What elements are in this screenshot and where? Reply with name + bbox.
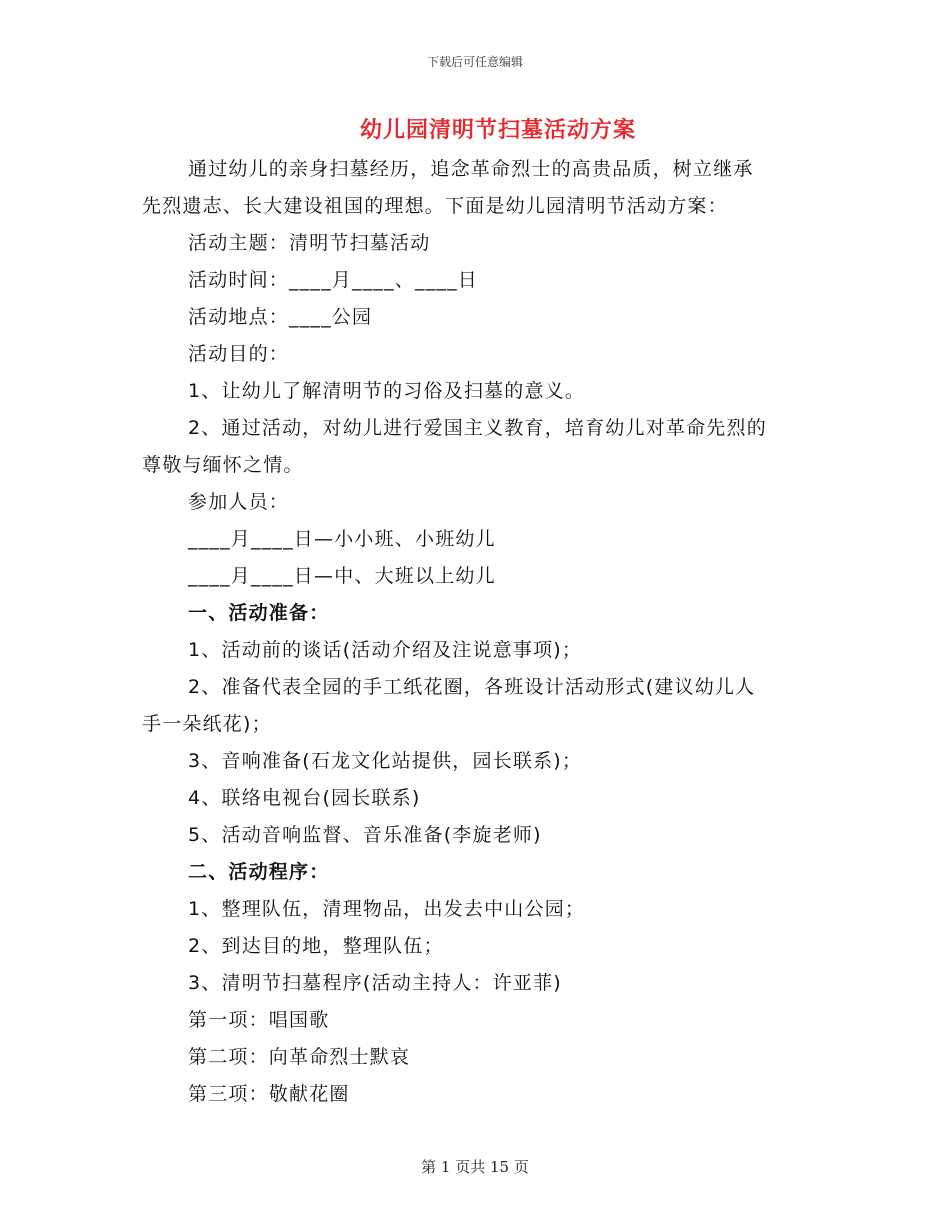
section-heading-preparation: 一、活动准备： [188, 602, 330, 624]
purpose-item-continued: 尊敬与缅怀之情。 [142, 454, 304, 476]
document-body [142, 151, 812, 1113]
purpose-item: 1、让幼儿了解清明节的习俗及扫墓的意义。 [188, 380, 586, 402]
purpose-item: 2、通过活动，对幼儿进行爱国主义教育，培育幼儿对革命先烈的 [188, 417, 767, 439]
document-title: 幼儿园清明节扫墓活动方案 [359, 117, 636, 143]
section-heading-procedure: 二、活动程序： [188, 861, 330, 883]
procedure-item: 1、整理队伍，清理物品，出发去中山公园； [188, 898, 586, 920]
participants-item: ____月____日—中、大班以上幼儿 [188, 565, 496, 587]
preparation-item: 4、联络电视台(园长联系) [188, 787, 421, 809]
header-note: 下载后可任意编辑 [426, 55, 523, 69]
procedure-step: 第一项：唱国歌 [188, 1009, 330, 1031]
preparation-item-continued: 手一朵纸花)； [142, 713, 272, 735]
activity-time: 活动时间：____月____、____日 [188, 269, 479, 291]
preparation-item: 5、活动音响监督、音乐准备(李旋老师) [188, 824, 542, 846]
activity-purpose-label: 活动目的： [188, 343, 290, 365]
preparation-item: 2、准备代表全园的手工纸花圈，各班设计活动形式(建议幼儿人 [188, 676, 756, 698]
activity-location: 活动地点：____公园 [188, 306, 373, 328]
participants-label: 参加人员： [188, 491, 290, 513]
participants-item: ____月____日—小小班、小班幼儿 [188, 528, 496, 550]
paragraph-line: 先烈遗志、长大建设祖国的理想。下面是幼儿园清明节活动方案： [142, 195, 728, 217]
page-footer: 第 1 页共 15 页 [421, 1158, 529, 1176]
procedure-item: 2、到达目的地，整理队伍； [188, 935, 444, 957]
preparation-item: 3、音响准备(石龙文化站提供，园长联系)； [188, 750, 583, 772]
preparation-item: 1、活动前的谈话(活动介绍及注说意事项)； [188, 639, 583, 661]
procedure-step: 第三项：敬献花圈 [188, 1083, 350, 1105]
paragraph-line: 通过幼儿的亲身扫墓经历，追念革命烈士的高贵品质，树立继承 [188, 158, 754, 180]
procedure-item: 3、清明节扫墓程序(活动主持人：许亚菲) [188, 972, 562, 994]
procedure-step: 第二项：向革命烈士默哀 [188, 1046, 411, 1068]
activity-theme: 活动主题：清明节扫墓活动 [188, 232, 431, 254]
